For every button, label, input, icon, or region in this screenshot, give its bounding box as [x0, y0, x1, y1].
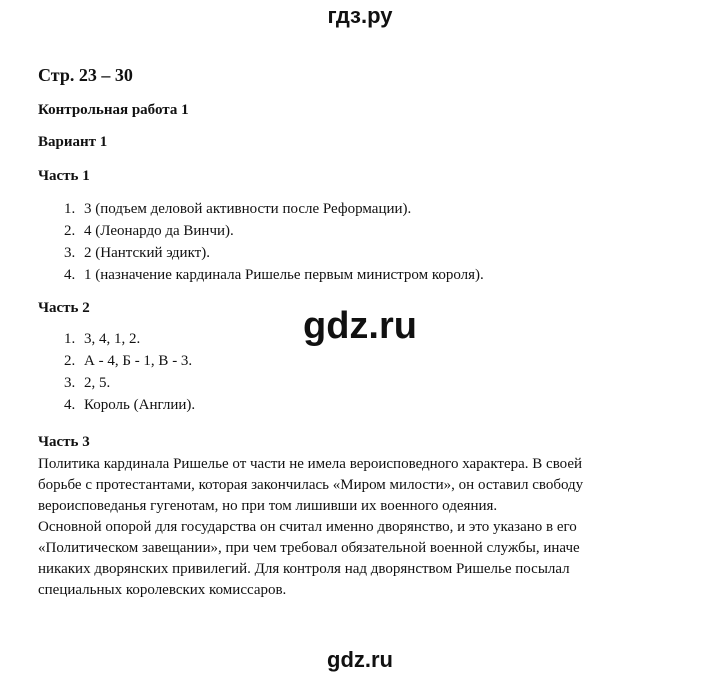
item-number: 2. — [64, 223, 76, 239]
item-number: 3. — [64, 375, 76, 391]
work-title: Контрольная работа 1 — [38, 102, 189, 118]
item-text: 3 (подъем деловой активности после Реформации). — [84, 201, 412, 217]
item-number: 1. — [64, 331, 76, 347]
essay-line: борьбе с протестантами, которая закончилась «Миром милости», он оставил свободу — [38, 477, 584, 493]
essay-line: специальных королевских комиссаров. — [38, 582, 287, 598]
list-item — [64, 372, 195, 394]
item-text: 3, 4, 1, 2. — [84, 331, 141, 347]
list-item — [64, 198, 484, 220]
part3-heading: Часть 3 — [38, 434, 90, 450]
essay-line: Основной опорой для государства он считал именно дворянство, и это указано в его — [38, 519, 577, 535]
item-number: 1. — [64, 201, 76, 217]
part2-heading: Часть 2 — [38, 300, 90, 316]
footer-watermark: gdz.ru — [327, 647, 393, 672]
essay-line: вероисповеданья гугенотам, но при том лишивши их военного одеяния. — [38, 498, 498, 514]
essay-line: «Политическом завещании», при чем требовал обязательной военной службы, иначе — [38, 540, 580, 556]
item-number: 4. — [64, 397, 76, 413]
page-title: Стр. 23 – 30 — [38, 65, 133, 85]
item-number: 4. — [64, 267, 76, 283]
item-text: 2, 5. — [84, 375, 111, 391]
item-text: 1 (назначение кардинала Ришелье первым министром короля). — [84, 267, 484, 283]
watermark: gdz.ru — [303, 305, 417, 347]
item-text: Король (Англии). — [84, 397, 196, 413]
list-item — [64, 394, 195, 416]
essay-line: никаких дворянских привилегий. Для контроля над дворянством Ришелье посылал — [38, 561, 570, 577]
item-text: 2 (Нантский эдикт). — [84, 245, 210, 261]
part1-answer-list — [64, 198, 484, 286]
list-item — [64, 264, 484, 286]
part3-essay — [38, 454, 698, 601]
site-header: гдз.ру — [327, 3, 393, 28]
list-item — [64, 242, 484, 264]
item-text: 4 (Леонардо да Винчи). — [84, 223, 234, 239]
item-number: 3. — [64, 245, 76, 261]
item-number: 2. — [64, 353, 76, 369]
variant-title: Вариант 1 — [38, 134, 108, 150]
essay-line: Политика кардинала Ришелье от части не имела вероисповедного характера. В своей — [38, 456, 583, 472]
list-item — [64, 220, 484, 242]
list-item — [64, 350, 195, 372]
part1-heading: Часть 1 — [38, 168, 90, 184]
item-text: А - 4, Б - 1, В - 3. — [84, 353, 193, 369]
